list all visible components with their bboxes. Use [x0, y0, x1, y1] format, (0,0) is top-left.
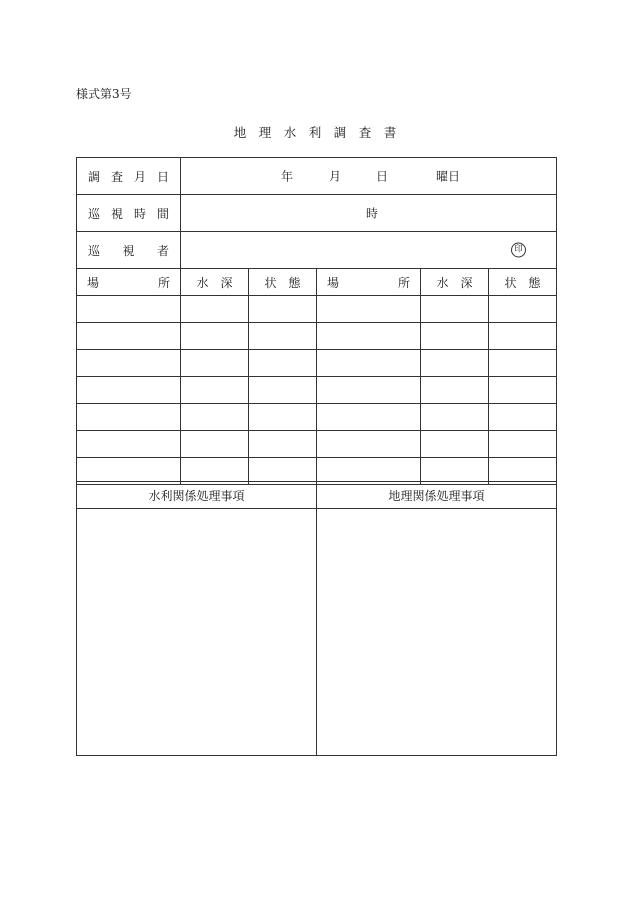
notes-header-row: [77, 482, 557, 509]
survey-date-row: [77, 158, 557, 195]
depth-cell[interactable]: [421, 350, 489, 377]
condition-header-right: 状 態: [489, 269, 557, 296]
location-cell[interactable]: [317, 431, 421, 458]
month-label: 月: [329, 169, 342, 184]
depth-cell[interactable]: [181, 404, 249, 431]
depth-cell[interactable]: [181, 431, 249, 458]
table-row: [77, 323, 557, 350]
condition-cell[interactable]: [489, 296, 557, 323]
condition-cell[interactable]: [249, 350, 317, 377]
patrol-time-row: [77, 195, 557, 232]
location-cell[interactable]: [317, 377, 421, 404]
condition-header-left: 状 態: [249, 269, 317, 296]
location-cell[interactable]: [77, 431, 181, 458]
depth-cell[interactable]: [421, 404, 489, 431]
survey-date-field[interactable]: [181, 158, 557, 195]
depth-cell[interactable]: [421, 377, 489, 404]
depth-cell[interactable]: [421, 323, 489, 350]
table-row: [77, 377, 557, 404]
condition-cell[interactable]: [489, 404, 557, 431]
survey-date-label: 調 査 月 日: [77, 158, 181, 195]
document-title: 地 理 水 利 調 査 書: [233, 125, 397, 140]
hour-label: 時: [366, 206, 379, 221]
notes-body-row: [77, 509, 557, 756]
location-cell[interactable]: [317, 296, 421, 323]
table-row: [77, 296, 557, 323]
table-row: [77, 350, 557, 377]
location-cell[interactable]: [77, 296, 181, 323]
location-cell[interactable]: [77, 350, 181, 377]
depth-cell[interactable]: [181, 323, 249, 350]
form-number: 様式第3号: [76, 87, 132, 101]
location-cell[interactable]: [77, 404, 181, 431]
depth-cell[interactable]: [181, 350, 249, 377]
condition-cell[interactable]: [489, 431, 557, 458]
weekday-label: 曜日: [436, 169, 461, 184]
patroller-row: [77, 232, 557, 269]
condition-cell[interactable]: [249, 323, 317, 350]
survey-table: [76, 157, 557, 485]
location-cell[interactable]: [77, 377, 181, 404]
day-label: 日: [376, 169, 389, 184]
depth-cell[interactable]: [421, 431, 489, 458]
table-row: [77, 404, 557, 431]
condition-cell[interactable]: [489, 377, 557, 404]
year-label: 年: [281, 169, 294, 184]
depth-cell[interactable]: [181, 296, 249, 323]
location-cell[interactable]: [317, 350, 421, 377]
patrol-time-label: 巡 視 時 間: [77, 195, 181, 232]
location-cell[interactable]: [317, 323, 421, 350]
column-header-row: [77, 269, 557, 296]
location-cell[interactable]: [317, 404, 421, 431]
condition-cell[interactable]: [249, 296, 317, 323]
depth-header-left: 水 深: [181, 269, 249, 296]
condition-cell[interactable]: [249, 431, 317, 458]
depth-header-right: 水 深: [421, 269, 489, 296]
location-header-left: 場 所: [77, 269, 181, 296]
location-cell[interactable]: [77, 323, 181, 350]
condition-cell[interactable]: [249, 377, 317, 404]
location-header-right: 場 所: [317, 269, 421, 296]
patroller-field[interactable]: [181, 232, 557, 269]
condition-cell[interactable]: [489, 323, 557, 350]
patroller-label: 巡 視 者: [77, 232, 181, 269]
water-notes-area[interactable]: [77, 509, 317, 756]
condition-cell[interactable]: [489, 350, 557, 377]
notes-table: [76, 481, 557, 756]
depth-cell[interactable]: [181, 377, 249, 404]
geo-notes-header: 地理関係処理事項: [317, 482, 557, 509]
water-notes-header: 水利関係処理事項: [77, 482, 317, 509]
patrol-time-field[interactable]: [181, 195, 557, 232]
condition-cell[interactable]: [249, 404, 317, 431]
table-row: [77, 431, 557, 458]
depth-cell[interactable]: [421, 296, 489, 323]
geo-notes-area[interactable]: [317, 509, 557, 756]
seal-icon: 印: [511, 243, 526, 258]
